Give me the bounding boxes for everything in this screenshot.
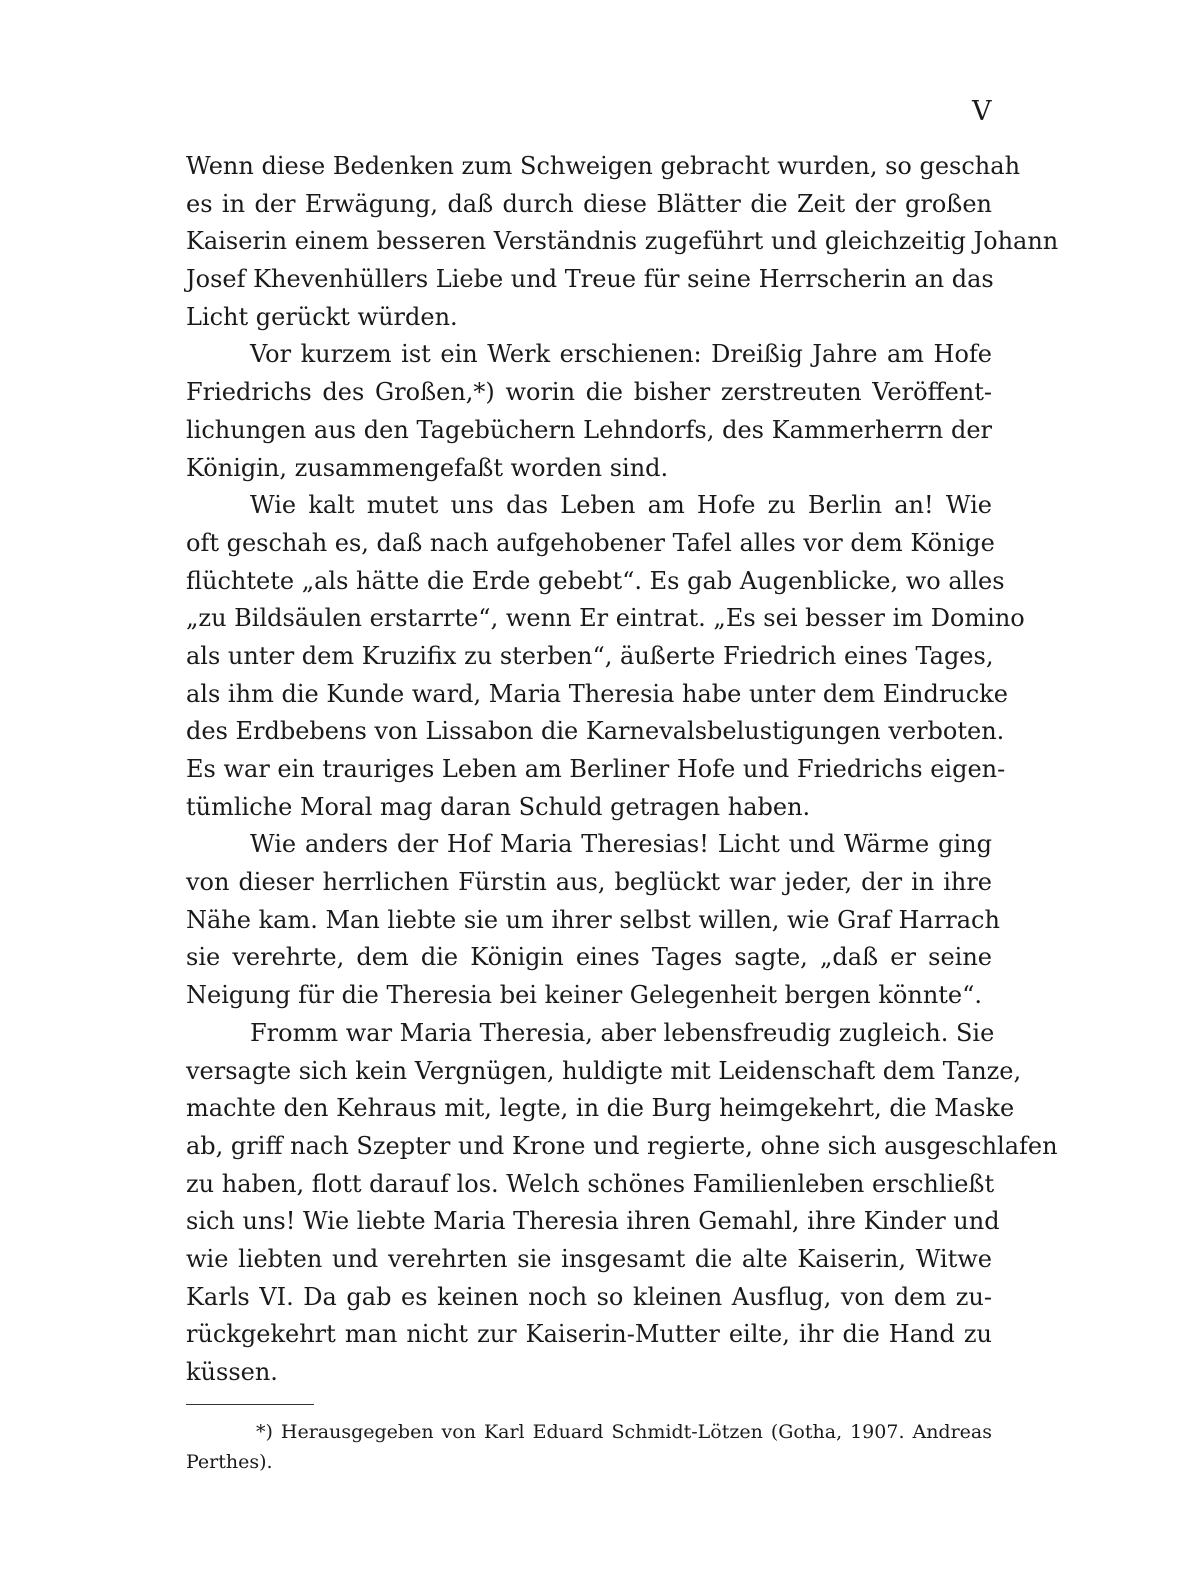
text-line: küssen. <box>186 1358 278 1386</box>
body-text <box>186 148 1059 1392</box>
text-line: „zu Bildsäulen erstarrte“, wenn Er eintrat. „Es sei besser im Domino <box>186 604 1025 633</box>
text-line: es in der Erwägung, daß durch diese Blätter die Zeit der großen <box>186 189 992 218</box>
text-line: Friedrichs des Großen,*) worin die bisher zerstreuten Veröffent- <box>186 378 992 407</box>
paragraph <box>186 1015 1058 1392</box>
text-line: Es war ein trauriges Leben am Berliner Hofe und Friedrichs eigen- <box>186 755 1006 783</box>
paragraph <box>186 148 1059 336</box>
text-line: wie liebten und verehrten sie insgesamt die alte Kaiserin, Witwe <box>186 1244 992 1273</box>
text-line: Neigung für die Theresia bei keiner Gelegenheit bergen könnte“. <box>186 981 983 1010</box>
text-line: als unter dem Kruzifix zu sterben“, äußerte Friedrich eines Tages, <box>186 641 994 670</box>
text-line: Wie kalt mutet uns das Leben am Hofe zu Berlin an! Wie <box>250 491 992 520</box>
text-line: Kaiserin einem besseren Verständnis zugeführt und gleichzeitig Johann <box>186 227 1059 256</box>
text-line: Wenn diese Bedenken zum Schweigen gebracht wurden, so geschah <box>186 152 1021 180</box>
text-line: Fromm war Maria Theresia, aber lebensfreudig zugleich. Sie <box>250 1018 995 1047</box>
text-line: oft geschah es, daß nach aufgehobener Tafel alles vor dem Könige <box>186 528 995 557</box>
text-line: des Erdbebens von Lissabon die Karnevalsbelustigungen verboten. <box>186 717 1005 746</box>
text-line: Josef Khevenhüllers Liebe und Treue für seine Herrscherin an das <box>186 265 994 294</box>
footnote <box>186 1417 992 1477</box>
paragraph <box>186 336 992 487</box>
text-line: machte den Kehraus mit, legte, in die Burg heimgekehrt, die Maske <box>186 1094 1015 1123</box>
footnote-line: Perthes). <box>186 1451 273 1473</box>
text-line: sich uns! Wie liebte Maria Theresia ihren Gemahl, ihre Kinder und <box>186 1207 1000 1236</box>
text-line: versagte sich kein Vergnügen, huldigte mit Leidenschaft dem Tanze, <box>186 1056 1022 1085</box>
paragraph <box>186 826 1000 1014</box>
page-number: V <box>972 96 993 127</box>
footnote-divider <box>186 1404 314 1405</box>
text-line: ab, griff nach Szepter und Krone und regierte, ohne sich ausgeschlafen <box>186 1131 1058 1160</box>
text-line: sie verehrte, dem die Königin eines Tages sagte, „daß er seine <box>186 943 992 972</box>
text-line: als ihm die Kunde ward, Maria Theresia habe unter dem Eindrucke <box>186 679 1008 708</box>
text-line: Königin, zusammengefaßt worden sind. <box>186 453 669 482</box>
text-line: lichungen aus den Tagebüchern Lehndorfs, des Kammerherrn der <box>186 415 992 444</box>
text-line: rückgekehrt man nicht zur Kaiserin-Mutter eilte, ihr die Hand zu <box>186 1320 992 1349</box>
text-line: Karls VI. Da gab es keinen noch so kleinen Ausflug, von dem zu- <box>186 1282 992 1311</box>
text-line: von dieser herrlichen Fürstin aus, beglückt war jeder, der in ihre <box>186 868 992 897</box>
text-line: flüchtete „als hätte die Erde gebebt“. Es gab Augenblicke, wo alles <box>186 566 1005 595</box>
text-line: tümliche Moral mag daran Schuld getragen haben. <box>186 792 811 821</box>
footnote-line: *) Herausgegeben von Karl Eduard Schmidt-Lötzen (Gotha, 1907. Andreas <box>256 1421 992 1443</box>
text-line: Licht gerückt würden. <box>186 302 458 331</box>
text-line: Wie anders der Hof Maria Theresias! Licht und Wärme ging <box>250 830 992 859</box>
text-line: Vor kurzem ist ein Werk erschienen: Dreißig Jahre am Hofe <box>250 340 992 369</box>
paragraph <box>186 487 1025 826</box>
text-line: zu haben, flott darauf los. Welch schönes Familienleben erschließt <box>186 1169 995 1198</box>
text-line: Nähe kam. Man liebte sie um ihrer selbst willen, wie Graf Harrach <box>186 905 1000 934</box>
